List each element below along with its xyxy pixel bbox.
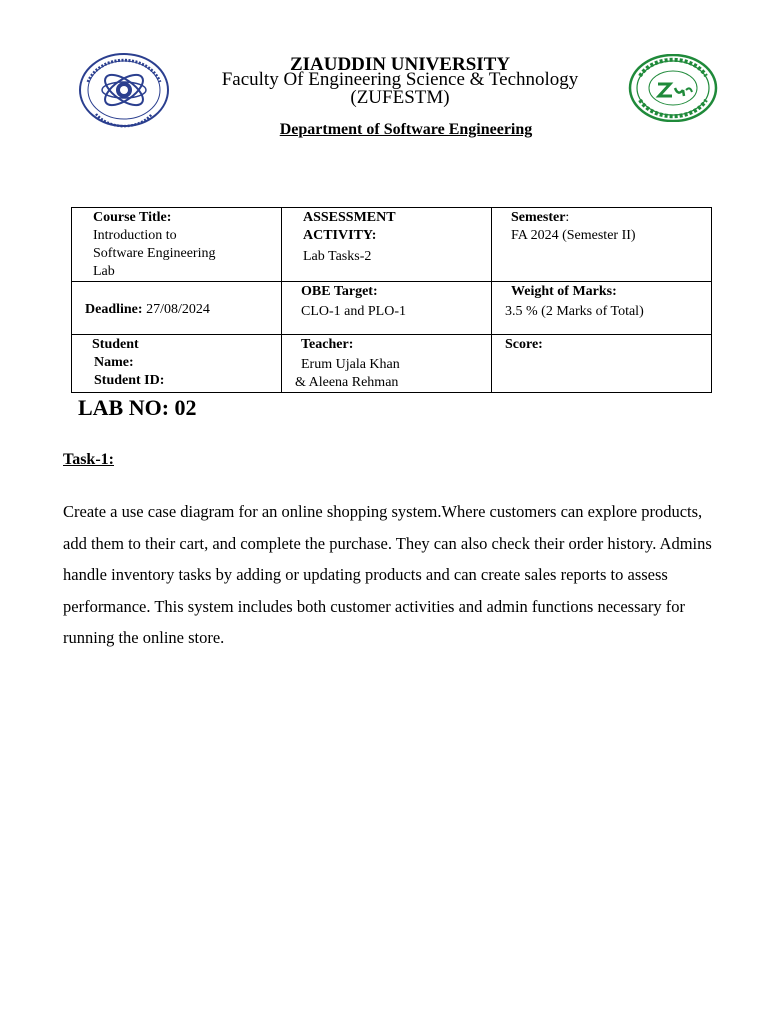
- semester-cell: [492, 208, 712, 282]
- weight-of-marks-cell: [492, 282, 712, 335]
- assessment-label-line2: ACTIVITY:: [303, 228, 377, 243]
- assessment-info-table: [71, 207, 712, 393]
- score-label: Score:: [505, 337, 543, 352]
- deadline-cell: [72, 282, 282, 335]
- university-seal-icon: [628, 54, 718, 122]
- course-title-value-line1: Introduction to: [93, 228, 177, 243]
- assessment-label-line1: ASSESSMENT: [303, 210, 396, 225]
- faculty-seal-icon: [78, 52, 170, 128]
- student-label-line1: Student: [92, 337, 139, 352]
- obe-target-value: CLO-1 and PLO-1: [301, 304, 406, 319]
- assessment-activity-cell: [282, 208, 492, 282]
- course-title-label: Course Title:: [93, 210, 172, 225]
- student-name-label: Name:: [94, 355, 134, 370]
- obe-target-label: OBE Target:: [301, 284, 378, 299]
- task-1-description: Create a use case diagram for an online shopping system.Where customers can explore products, add them to their cart, and complete the purchase. They can also check their order history. Admins handle inventory tasks by adding or updating products and can create sales reports to assess performance. This system includes both customer activities and admin functions necessary for running the online store.: [63, 502, 712, 647]
- university-name: ZIAUDDIN UNIVERSITY: [289, 54, 511, 75]
- semester-label: Semester: [511, 210, 566, 225]
- task-1-title: Task-1:: [63, 451, 114, 468]
- semester-colon: :: [565, 210, 570, 225]
- course-title-value-line3: Lab: [93, 264, 115, 279]
- teacher-label: Teacher:: [301, 337, 354, 352]
- student-id-label: Student ID:: [94, 373, 165, 388]
- teacher-line2: & Aleena Rehman: [295, 375, 399, 390]
- department-title: Department of Software Engineering: [279, 121, 533, 138]
- semester-label-row: [511, 209, 711, 227]
- course-title-cell: [72, 208, 282, 282]
- faculty-line-1: Faculty Of Engineering Science & Technology: [221, 69, 579, 90]
- teacher-cell: [282, 335, 492, 393]
- deadline-label: Deadline:: [85, 302, 143, 317]
- deadline-value: 27/08/2024: [146, 302, 210, 317]
- score-cell: [492, 335, 712, 393]
- course-title-value-line2: Software Engineering: [93, 246, 216, 261]
- deadline-row: [72, 282, 281, 319]
- obe-target-cell: [282, 282, 492, 335]
- teacher-line1: Erum Ujala Khan: [301, 357, 400, 372]
- assessment-value: Lab Tasks-2: [303, 249, 372, 264]
- student-cell: [72, 335, 282, 393]
- weight-value: 3.5 % (2 Marks of Total): [505, 304, 644, 319]
- lab-number-heading: LAB NO: 02: [78, 395, 197, 420]
- faculty-line-2: (ZUFESTM): [350, 87, 450, 108]
- faculty-name: [190, 71, 610, 107]
- weight-label: Weight of Marks:: [511, 284, 617, 299]
- semester-value: FA 2024 (Semester II): [511, 228, 636, 243]
